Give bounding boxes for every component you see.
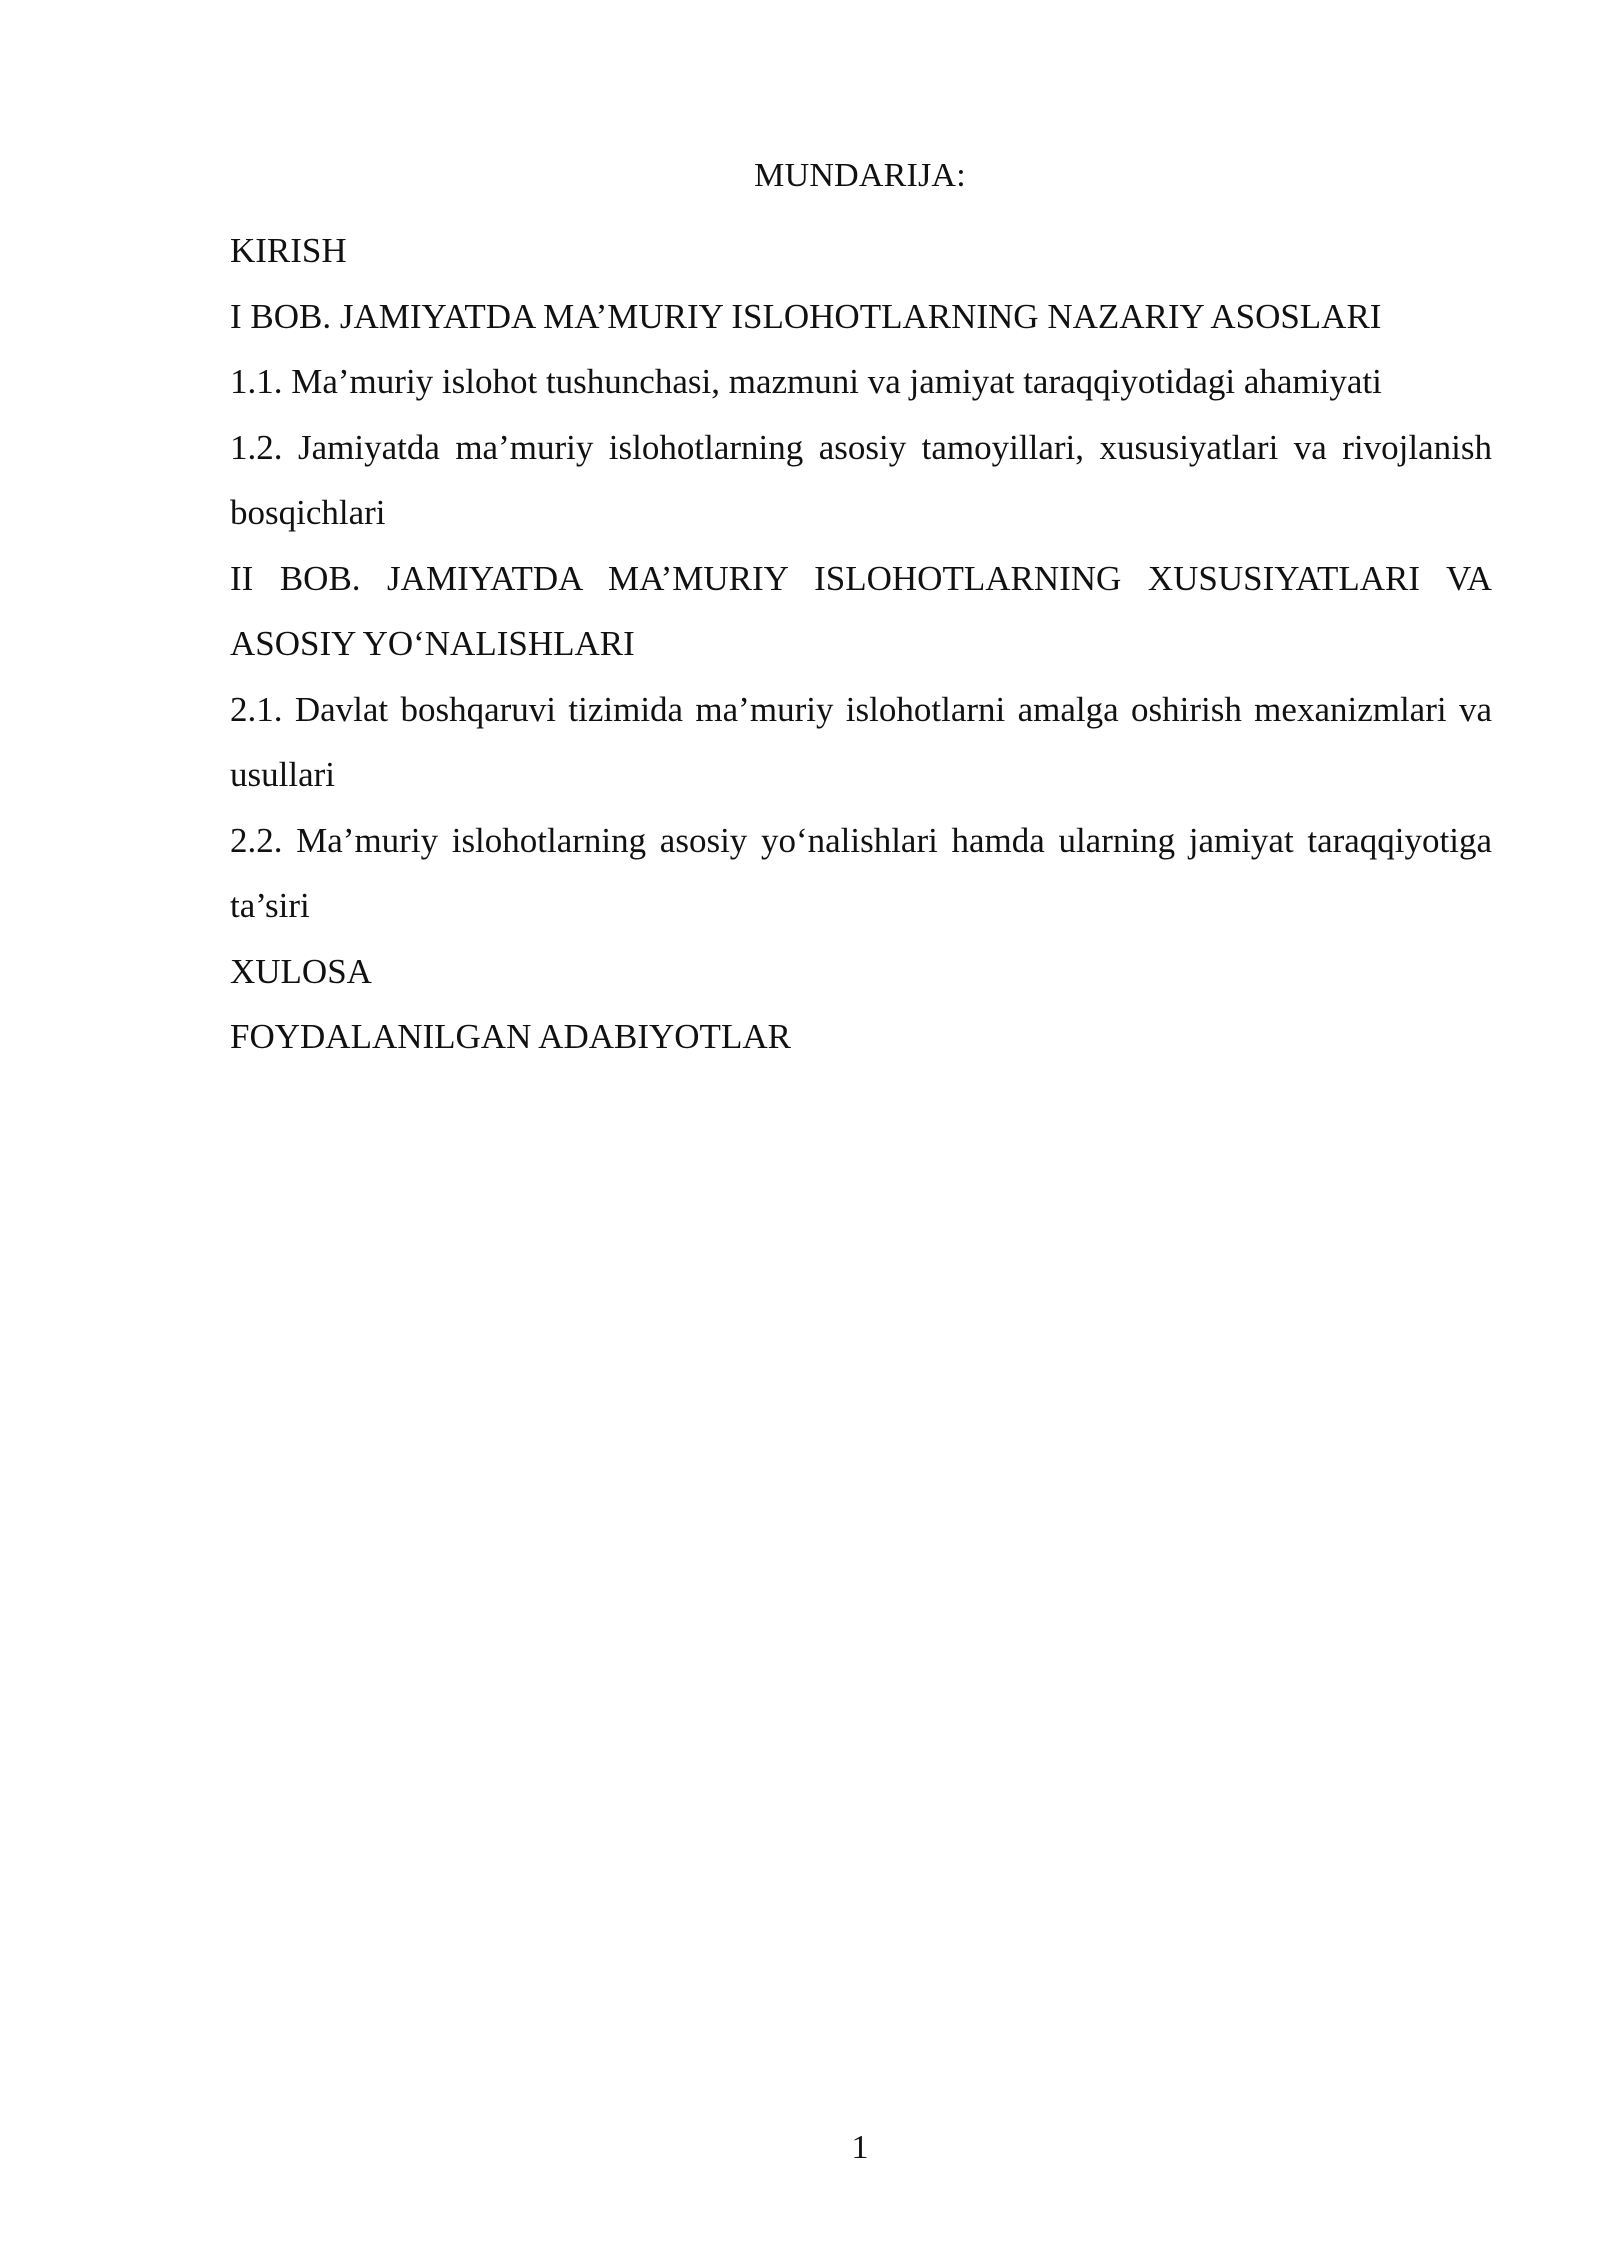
toc-entry-references: FOYDALANILGAN ADABIYOTLAR	[230, 1017, 791, 1056]
toc-entry-section-1-1: 1.1. Ma’muriy islohot tushunchasi, mazmuni va jamiyat taraqqiyotidagi ahamiyati	[230, 362, 1382, 401]
toc-entry-section-1-2: 1.2. Jamiyatda ma’muriy islohotlarning asosiy tamoyillari, xususiyatlari va rivojlanish bosqichlari	[230, 427, 1492, 532]
table-of-contents	[230, 218, 1492, 1070]
toc-entry-introduction: KIRISH	[230, 231, 347, 270]
toc-entry-chapter-2: II BOB. JAMIYATDA MA’MURIY ISLOHOTLARNING XUSUSIYATLARI VA ASOSIY YO‘NALISHLARI	[230, 558, 1492, 663]
toc-title: MUNDARIJA:	[754, 157, 966, 194]
page-number: 1	[851, 2129, 869, 2166]
toc-entry-section-2-2: 2.2. Ma’muriy islohotlarning asosiy yo‘nalishlari hamda ularning jamiyat taraqqiyotiga ta’siri	[230, 820, 1492, 925]
toc-entry-section-2-1: 2.1. Davlat boshqaruvi tizimida ma’muriy islohotlarni amalga oshirish mexanizmlari va usullari	[230, 689, 1492, 794]
toc-entry-chapter-1: I BOB. JAMIYATDA MA’MURIY ISLOHOTLARNING NAZARIY ASOSLARI	[230, 296, 1382, 336]
toc-entry-conclusion: XULOSA	[230, 951, 372, 991]
